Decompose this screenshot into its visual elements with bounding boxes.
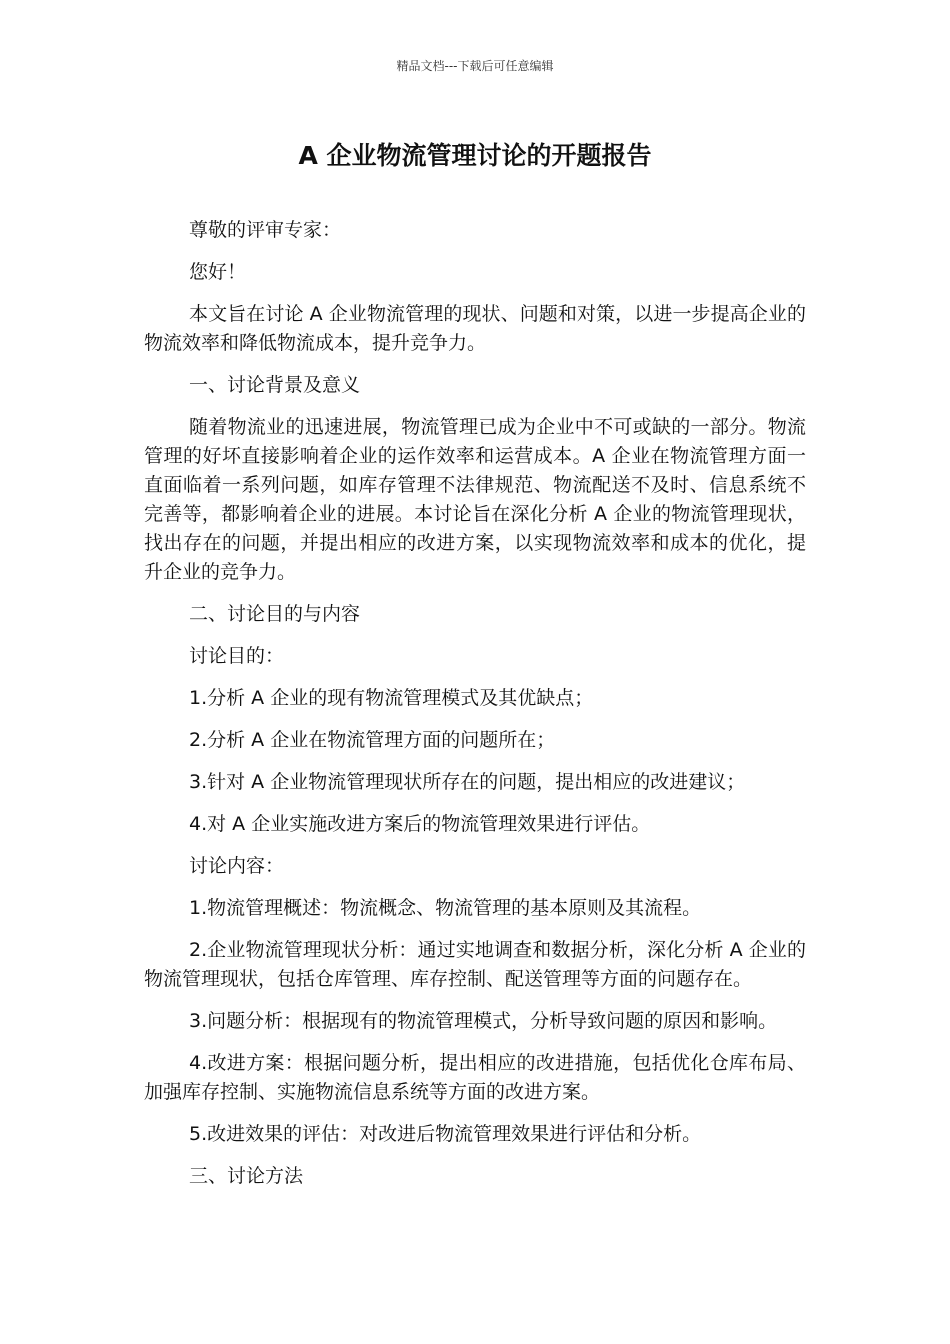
purpose-item: 4.对 A 企业实施改进方案后的物流管理效果进行评估。 bbox=[189, 813, 651, 835]
purpose-label: 讨论目的： bbox=[189, 645, 285, 667]
intro-paragraph: 本文旨在讨论 A 企业物流管理的现状、问题和对策，以进一步提高企业的物流效率和降低物流成本，提升竞争力。 bbox=[144, 303, 806, 354]
content-item: 3.问题分析：根据现有的物流管理模式，分析导致问题的原因和影响。 bbox=[189, 1010, 778, 1032]
section-heading-method: 三、讨论方法 bbox=[189, 1165, 304, 1187]
purpose-item: 1.分析 A 企业的现有物流管理模式及其优缺点； bbox=[189, 687, 594, 709]
content-item: 4.改进方案：根据问题分析，提出相应的改进措施，包括优化仓库布局、加强库存控制、实施物流信息系统等方面的改进方案。 bbox=[144, 1052, 806, 1103]
greeting: 您好！ bbox=[189, 261, 247, 283]
document-title: A 企业物流管理讨论的开题报告 bbox=[298, 141, 652, 170]
content-label: 讨论内容： bbox=[189, 855, 285, 877]
purpose-item: 2.分析 A 企业在物流管理方面的问题所在； bbox=[189, 729, 556, 751]
document-body bbox=[144, 216, 806, 1204]
header-note: 精品文档---下载后可任意编辑 bbox=[396, 59, 554, 73]
purpose-item: 3.针对 A 企业物流管理现状所存在的问题，提出相应的改进建议； bbox=[189, 771, 746, 793]
section-heading-purpose: 二、讨论目的与内容 bbox=[189, 603, 361, 625]
background-paragraph: 随着物流业的迅速进展，物流管理已成为企业中不可或缺的一部分。物流管理的好坏直接影响着企业的运作效率和运营成本。A 企业在物流管理方面一直面临着一系列问题，如库存管理不法律规范、物流配送不及时、信息系统不完善等，都影响着企业的进展。本讨论旨在深化分析 A 企业的物流管理现状，找出存在的问题，并提出相应的改进方案，以实现物流效率和成本的优化，提升企业的竞争力。 bbox=[144, 416, 806, 583]
content-item: 2.企业物流管理现状分析：通过实地调查和数据分析，深化分析 A 企业的物流管理现状，包括仓库管理、库存控制、配送管理等方面的问题存在。 bbox=[144, 939, 806, 990]
salutation: 尊敬的评审专家： bbox=[189, 219, 342, 241]
content-item: 1.物流管理概述：物流概念、物流管理的基本原则及其流程。 bbox=[189, 897, 702, 919]
content-item: 5.改进效果的评估：对改进后物流管理效果进行评估和分析。 bbox=[189, 1123, 702, 1145]
section-heading-background: 一、讨论背景及意义 bbox=[189, 374, 361, 396]
